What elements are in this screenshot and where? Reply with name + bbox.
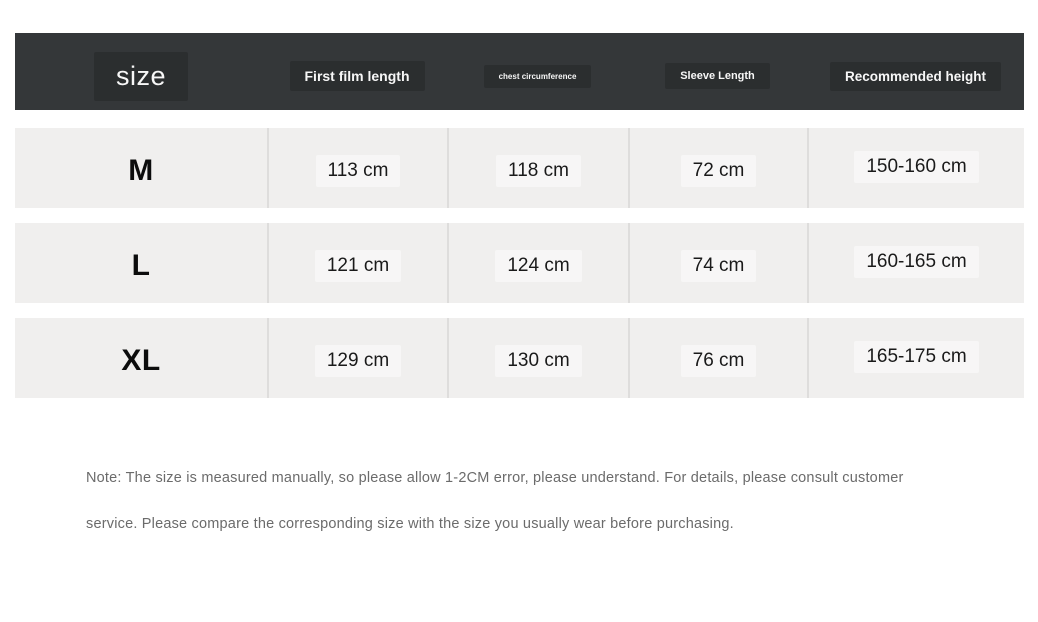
table-row-m: [15, 128, 1024, 208]
cell-size: [15, 318, 267, 398]
note-line-2: service. Please compare the corresponding size with the size you usually wear before purchasing.: [86, 516, 734, 532]
cell-first-film-length: [267, 128, 447, 208]
measurement-value: 118 cm: [496, 155, 581, 187]
cell-sleeve-length: [628, 318, 807, 398]
measurement-value: 130 cm: [495, 345, 581, 377]
header-label-sleeve-length: Sleeve Length: [665, 63, 770, 89]
note-text: [86, 455, 904, 547]
cell-size: [15, 128, 267, 208]
header-label-chest-circumference: chest circumference: [484, 65, 592, 88]
header-cell-sleeve-length: [628, 33, 807, 110]
size-value: L: [131, 249, 151, 282]
measurement-value: 76 cm: [681, 345, 757, 377]
cell-sleeve-length: [628, 128, 807, 208]
cell-first-film-length: [267, 318, 447, 398]
measurement-value: 124 cm: [495, 250, 581, 282]
header-cell-recommended-height: [807, 33, 1024, 110]
measurement-value: 121 cm: [315, 250, 401, 282]
header-cell-first-film-length: [267, 33, 447, 110]
measurement-value: 165-175 cm: [854, 341, 978, 373]
header-cell-size: [15, 33, 267, 110]
header-label-first-film-length: First film length: [290, 61, 425, 91]
cell-recommended-height: [807, 128, 1024, 208]
cell-size: [15, 223, 267, 303]
note-line-1: Note: The size is measured manually, so please allow 1-2CM error, please understand. For details, please consult customer: [86, 470, 904, 486]
table-header-row: [15, 33, 1024, 110]
cell-chest-circumference: [447, 318, 628, 398]
measurement-value: 160-165 cm: [854, 246, 978, 278]
header-cell-chest-circumference: [447, 33, 628, 110]
measurement-value: 74 cm: [681, 250, 757, 282]
cell-first-film-length: [267, 223, 447, 303]
size-value: M: [128, 154, 154, 187]
measurement-value: 129 cm: [315, 345, 401, 377]
cell-recommended-height: [807, 223, 1024, 303]
table-row-xl: [15, 318, 1024, 398]
table-row-l: [15, 223, 1024, 303]
header-label-recommended-height: Recommended height: [830, 62, 1001, 91]
cell-chest-circumference: [447, 223, 628, 303]
header-label-size: size: [94, 52, 188, 101]
measurement-value: 72 cm: [681, 155, 757, 187]
cell-chest-circumference: [447, 128, 628, 208]
size-chart-table: [15, 33, 1024, 398]
measurement-value: 150-160 cm: [854, 151, 978, 183]
cell-recommended-height: [807, 318, 1024, 398]
measurement-value: 113 cm: [316, 155, 401, 187]
size-value: XL: [121, 344, 161, 377]
cell-sleeve-length: [628, 223, 807, 303]
